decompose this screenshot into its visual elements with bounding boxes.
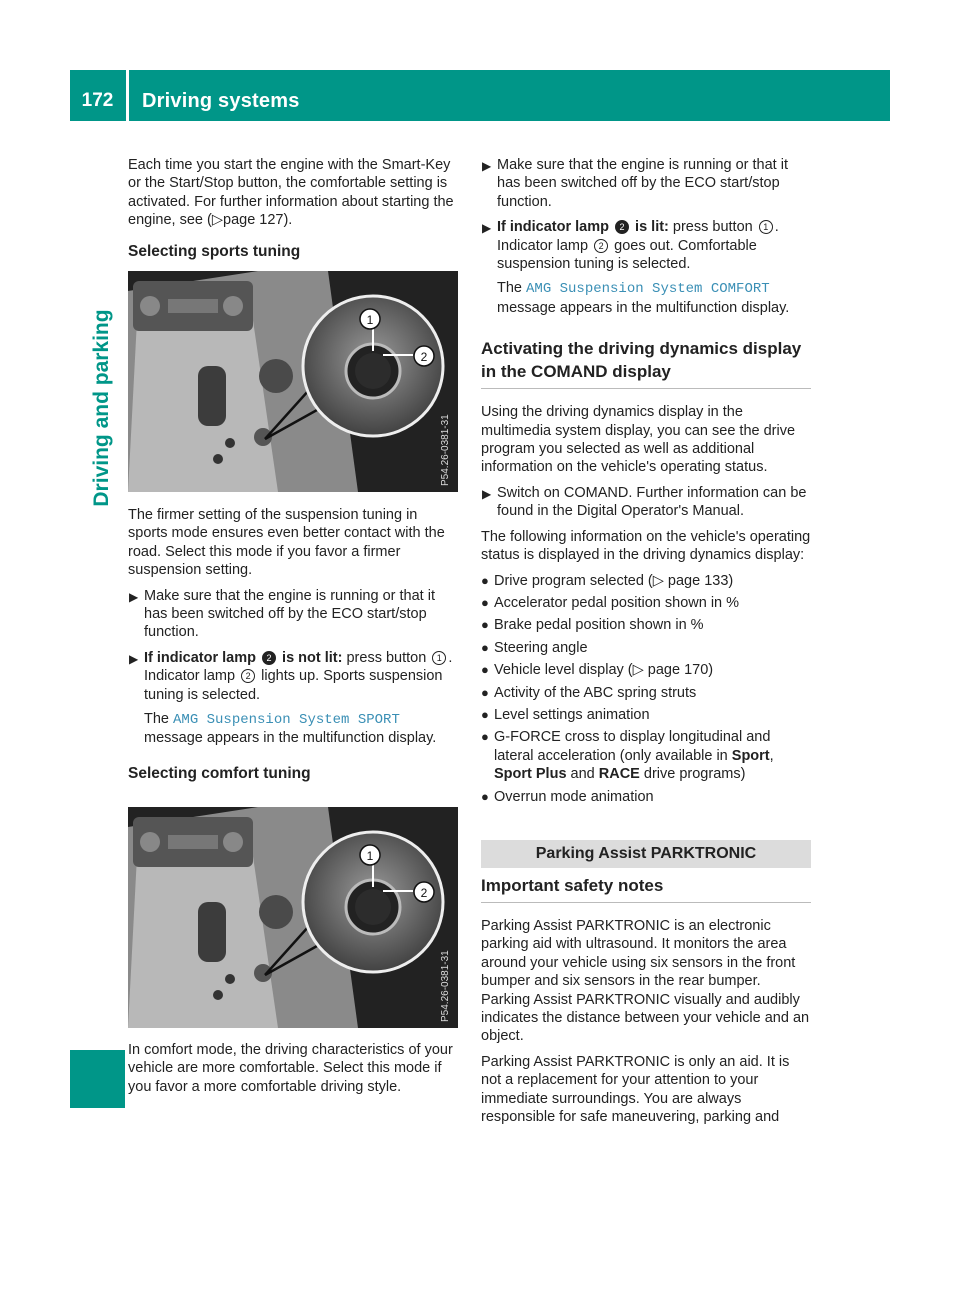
indicator-lamp-icon: 2 <box>594 239 608 253</box>
bullet-icon: ● <box>481 639 489 655</box>
left-column-top <box>128 156 458 272</box>
page-title: Driving systems <box>142 90 300 112</box>
step-indicator-not-lit: ▶ If indicator lamp 2 is not lit: press button 1 . Indicator lamp 2 lights up. Sports suspension tuning is selected. The AMG Suspension System SPORT message appears in the multifunction display. <box>129 649 453 747</box>
step-engine-running-right: ▶ Make sure that the engine is running or that it has been switched off by the ECO start/stop function. <box>482 157 788 210</box>
bullet-icon: ● <box>481 594 489 610</box>
right-column <box>481 156 811 1133</box>
bullet-icon: ● <box>481 662 489 678</box>
bullet-icon: ● <box>481 706 489 722</box>
bullet-icon: ● <box>481 729 489 745</box>
list-item: ● Vehicle level display (▷ page 170) <box>481 662 714 679</box>
intro-paragraph: Each time you start the engine with the Smart-Key or the Start/Stop button, the comfortable setting is activated. For further information about starting the engine, see (▷page 127). <box>128 157 454 229</box>
heading-comfort-tuning: Selecting comfort tuning <box>128 764 311 782</box>
step-engine-running: ▶ Make sure that the engine is running or that it has been switched off by the ECO start/stop function. <box>129 587 435 641</box>
svg-text:2: 2 <box>420 350 428 364</box>
parktronic-section-bar: Parking Assist PARKTRONIC <box>481 840 811 868</box>
bullet-icon: ● <box>481 788 489 804</box>
dyn-following-paragraph: The following information on the vehicle's operating status is displayed in the driving dynamics display: <box>481 528 811 564</box>
heading-sports-tuning: Selecting sports tuning <box>128 242 301 260</box>
firmer-paragraph: The firmer setting of the suspension tuning in sports mode ensures even better contact with the road. Select this mode if you favor a firmer suspension setting. <box>128 507 445 579</box>
svg-text:1: 1 <box>366 313 374 327</box>
bullet-icon: ● <box>481 684 489 700</box>
list-item: ● Accelerator pedal position shown in % <box>481 594 740 611</box>
header-divider <box>126 70 129 121</box>
side-section-label: Driving and parking <box>90 309 113 507</box>
indicator-lamp-icon: 2 <box>262 651 276 665</box>
indicator-lamp-icon: 2 <box>615 220 629 234</box>
heading-rule <box>481 388 811 389</box>
step-arrow-icon: ▶ <box>129 589 139 604</box>
console-photo-comfort <box>128 807 458 1028</box>
comfort-paragraph: In comfort mode, the driving characteristics of your vehicle are more comfortable. Select this mode if you favor a more comfortable driving style. <box>128 1042 453 1095</box>
step-arrow-icon: ▶ <box>482 221 492 236</box>
list-item: ● Drive program selected (▷ page 133) <box>481 572 734 589</box>
list-item: ● G-FORCE cross to display longitudinal and lateral acceleration (only available in Sport, Sport Plus and RACE drive programs) <box>481 729 774 783</box>
heading-rule <box>481 902 811 903</box>
step-indicator-lit: ▶ If indicator lamp 2 is lit: press button 1 . Indicator lamp 2 goes out. Comfortable suspension tuning is selected. The AMG Suspension System COMFORT message appears in the multifunction display. <box>482 219 790 316</box>
step-arrow-icon: ▶ <box>129 651 139 666</box>
page-number: 172 <box>81 90 114 111</box>
svg-text:P54.26-0381-31: P54.26-0381-31 <box>440 950 451 1022</box>
left-column-bottom <box>128 1041 458 1103</box>
dyn-info-list <box>481 572 811 806</box>
safety-paragraph-2: Parking Assist PARKTRONIC is only an aid. It is not a replacement for your attention to your immediate surroundings. You are always responsible for safe maneuvering, parking and <box>481 1053 790 1126</box>
safety-paragraph-1: Parking Assist PARKTRONIC is an electronic parking aid with ultrasound. It monitors the area around your vehicle using six sensors in the front bumper and six sensors in the rear bumper. Parking Assist PARKTRONIC visually and audibly indicates the distance between your vehicle and an object. <box>481 917 810 1045</box>
list-item: ● Level settings animation <box>481 706 650 723</box>
button-1-icon: 1 <box>759 220 773 234</box>
indicator-lamp-icon: 2 <box>241 669 255 683</box>
button-1-icon: 1 <box>432 651 446 665</box>
heading-safety-notes: Important safety notes <box>481 875 664 895</box>
list-item: ● Steering angle <box>481 639 588 656</box>
svg-text:P54.26-0381-31: P54.26-0381-31 <box>440 414 451 486</box>
dyn-intro-paragraph: Using the driving dynamics display in the multimedia system display, you can see the drive program you selected as well as additional information on the vehicle's operating status. <box>481 404 796 476</box>
step-arrow-icon: ▶ <box>482 159 492 173</box>
side-tab-block <box>70 1050 125 1108</box>
bullet-icon: ● <box>481 617 489 633</box>
svg-text:1: 1 <box>366 849 374 863</box>
bullet-icon: ● <box>481 572 489 588</box>
console-photo-sports <box>128 271 458 492</box>
heading-driving-dynamics: Activating the driving dynamics display in the COMAND display <box>481 339 802 382</box>
step-switch-on-comand: ▶ Switch on COMAND. Further information can be found in the Digital Operator's Manual. <box>482 484 807 520</box>
message-comfort: AMG Suspension System COMFORT <box>526 281 770 298</box>
svg-text:2: 2 <box>420 886 428 900</box>
list-item: ● Activity of the ABC spring struts <box>481 684 697 701</box>
list-item: ● Overrun mode animation <box>481 788 654 805</box>
list-item: ● Brake pedal position shown in % <box>481 617 704 634</box>
message-sport: AMG Suspension System SPORT <box>173 712 400 729</box>
step-arrow-icon: ▶ <box>482 486 492 501</box>
left-column-middle <box>128 506 458 794</box>
